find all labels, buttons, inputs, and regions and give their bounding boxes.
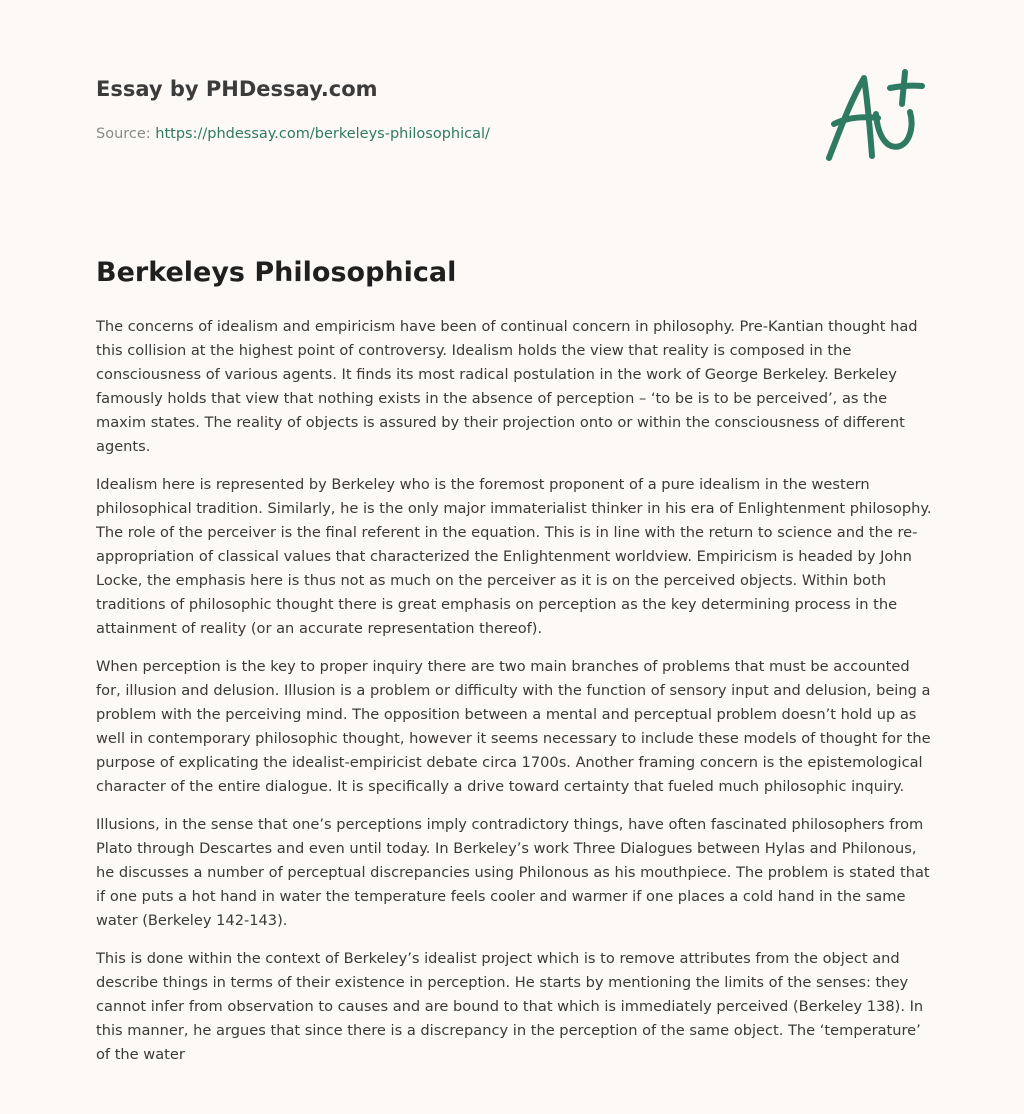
a-plus-grade-icon: [818, 64, 930, 168]
brand-title: Essay by PHDessay.com: [96, 77, 378, 101]
essay-body: [96, 315, 932, 1081]
essay-paragraph: Illusions, in the sense that one’s perceptions imply contradictory things, have often fascinated philosophers from Plato through Descartes and even until today. In Berkeley’s work Three Dialogues between Hylas and Philonous, he discusses a number of perceptual discrepancies using Philonous as his mouthpiece. The problem is stated that if one puts a hot hand in water the temperature feels cooler and warmer if one places a cold hand in the same water (Berkeley 142-143).: [96, 816, 930, 929]
essay-paragraph: When perception is the key to proper inquiry there are two main branches of problems that must be accounted for, illusion and delusion. Illusion is a problem or difficulty with the function of sensory input and delusion, being a problem with the perceiving mind. The opposition between a mental and perceptual problem doesn’t hold up as well in contemporary philosophic thought, however it seems necessary to include these models of thought for the purpose of explicating the idealist-empiricist debate circa 1700s. Another framing concern is the epistemological character of the entire dialogue. It is specifically a drive toward certainty that fueled much philosophic inquiry.: [96, 658, 931, 795]
essay-title: Berkeleys Philosophical: [96, 257, 457, 288]
source-label: Source:: [96, 126, 156, 142]
essay-paragraph: The concerns of idealism and empiricism have been of continual concern in philosophy. Pre-Kantian thought had this collision at the highest point of controversy. Idealism holds the view that reality is composed in the consciousness of various agents. It finds its most radical postulation in the work of George Berkeley. Berkeley famously holds that view that nothing exists in the absence of perception – ‘to be is to be perceived’, as the maxim states. The reality of objects is assured by their projection onto or within the consciousness of different agents.: [96, 318, 918, 455]
essay-paragraph: This is done within the context of Berkeley’s idealist project which is to remove attributes from the object and describe things in terms of their existence in perception. He starts by mentioning the limits of the senses: they cannot infer from observation to causes and are bound to that which is immediately perceived (Berkeley 138). In this manner, he argues that since there is a discrepancy in the perception of the same object. The ‘temperature’ of the water: [96, 950, 924, 1063]
essay-paragraph: Idealism here is represented by Berkeley who is the foremost proponent of a pure idealism in the western philosophical tradition. Similarly, he is the only major immaterialist thinker in his era of Enlightenment philosophy. The role of the perceiver is the final referent in the equation. This is in line with the return to science and the re-appropriation of classical values that characterized the Enlightenment worldview. Empiricism is headed by John Locke, the emphasis here is thus not as much on the perceiver as it is on the perceived objects. Within both traditions of philosophic thought there is great emphasis on perception as the key determining process in the attainment of reality (or an accurate representation thereof).: [96, 476, 932, 637]
essay-header: [96, 74, 736, 144]
source-line: [96, 124, 736, 144]
source-link[interactable]: https://phdessay.com/berkeleys-philosophical/: [155, 126, 490, 142]
